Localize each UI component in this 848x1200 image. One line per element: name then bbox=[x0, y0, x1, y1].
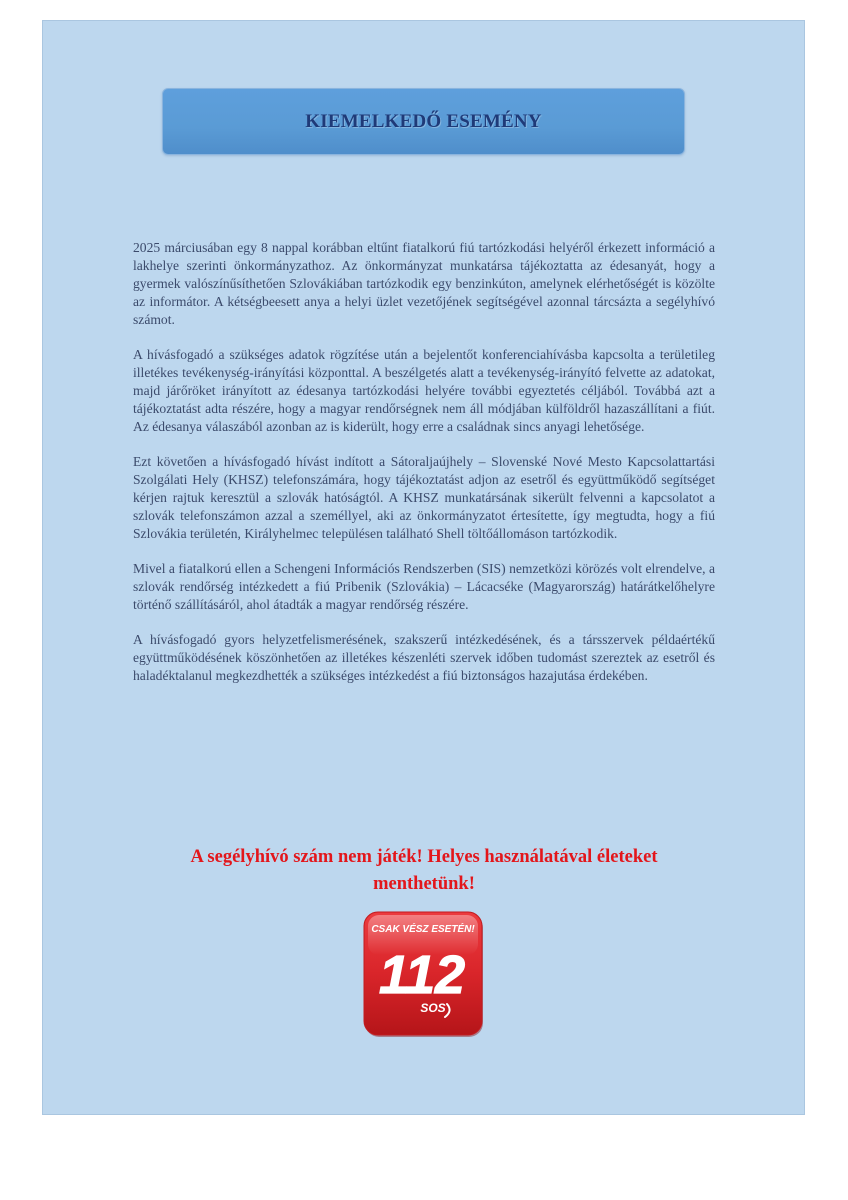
page-panel bbox=[42, 20, 805, 1115]
paragraph-1: 2025 márciusában egy 8 nappal korábban eltűnt fiatalkorú fiú tartózkodási helyéről érkezett információ a lakhelye szerinti önkormányzathoz. Az önkormányzat munkatársa tájékoztatta az édesanyát, hogy a gyermek valószínűsíthetően Szlovákiában tartózkodik egy benzinkúton, amelynek elérhetőségét is közölte az informátor. A kétségbeesett anya a helyi üzlet vezetőjének segítségével azonnal tárcsázta a segélyhívó számot. bbox=[133, 240, 715, 327]
paragraph-5: A hívásfogadó gyors helyzetfelismerésének, szakszerű intézkedésének, és a társszervek példaértékű együttműködésének köszönhetően az illetékes készenléti szervek időben tudomást szereztek az esetről és haladéktalanul megkezdhették a szükséges intézkedést a fiú biztonságos hazajutása érdekében. bbox=[133, 632, 715, 683]
page-title: KIEMELKEDŐ ESEMÉNY bbox=[305, 110, 542, 132]
badge-number: 112 bbox=[378, 945, 466, 1005]
paragraph-3: Ezt követően a hívásfogadó hívást indított a Sátoraljaújhely – Slovenské Nové Mesto Kapcsolattartási Szolgálati Hely (KHSZ) telefonszámára, hogy tájékoztatást adjon az esetről és együttműködő segítséget kérjen rajtuk keresztül a szlovák hatóságtól. A KHSZ munkatársának sikerült felvenni a kapcsolatot a szlovák telefonszámon azzal a személlyel, aki az önkormányzatot értesítette, így megtudta, hogy a fiú Szlovákia területén, Királyhelmec településen található Shell töltőállomáson tartózkodik. bbox=[133, 454, 715, 541]
emergency-slogan bbox=[133, 844, 715, 898]
slogan-line-2: menthetünk! bbox=[373, 874, 475, 894]
article-body bbox=[133, 239, 715, 702]
title-banner bbox=[162, 88, 685, 155]
paragraph-2: A hívásfogadó a szükséges adatok rögzítése után a bejelentőt konferenciahívásba kapcsolta a területileg illetékes tevékenység-irányítási központtal. A beszélgetés alatt a tevékenység-irányító felvette az adatokat, majd járőröket irányított az édesanya tartózkodási helyére további egyeztetés céljából. Továbbá azt a tájékoztatást adta részére, hogy a magyar rendőrségnek nem áll módjában külföldről hazaszállítani a fiút. Az édesanya válaszából azonban az is kiderült, hogy erre a családnak sincs anyagi lehetősége. bbox=[133, 347, 715, 434]
emergency-112-badge-icon bbox=[363, 911, 485, 1039]
badge-sos-text: SOS bbox=[420, 1001, 446, 1015]
badge-top-text: CSAK VÉSZ ESETÉN! bbox=[371, 924, 475, 935]
slogan-line-1: A segélyhívó szám nem játék! Helyes használatával életeket bbox=[190, 847, 658, 867]
paragraph-4: Mivel a fiatalkorú ellen a Schengeni Információs Rendszerben (SIS) nemzetközi körözés volt elrendelve, a szlovák rendőrség intézkedett a fiú Pribenik (Szlovákia) – Lácacséke (Magyarország) határátkelőhelyre történő szállításáról, ahol átadták a magyar rendőrség részére. bbox=[133, 561, 715, 612]
